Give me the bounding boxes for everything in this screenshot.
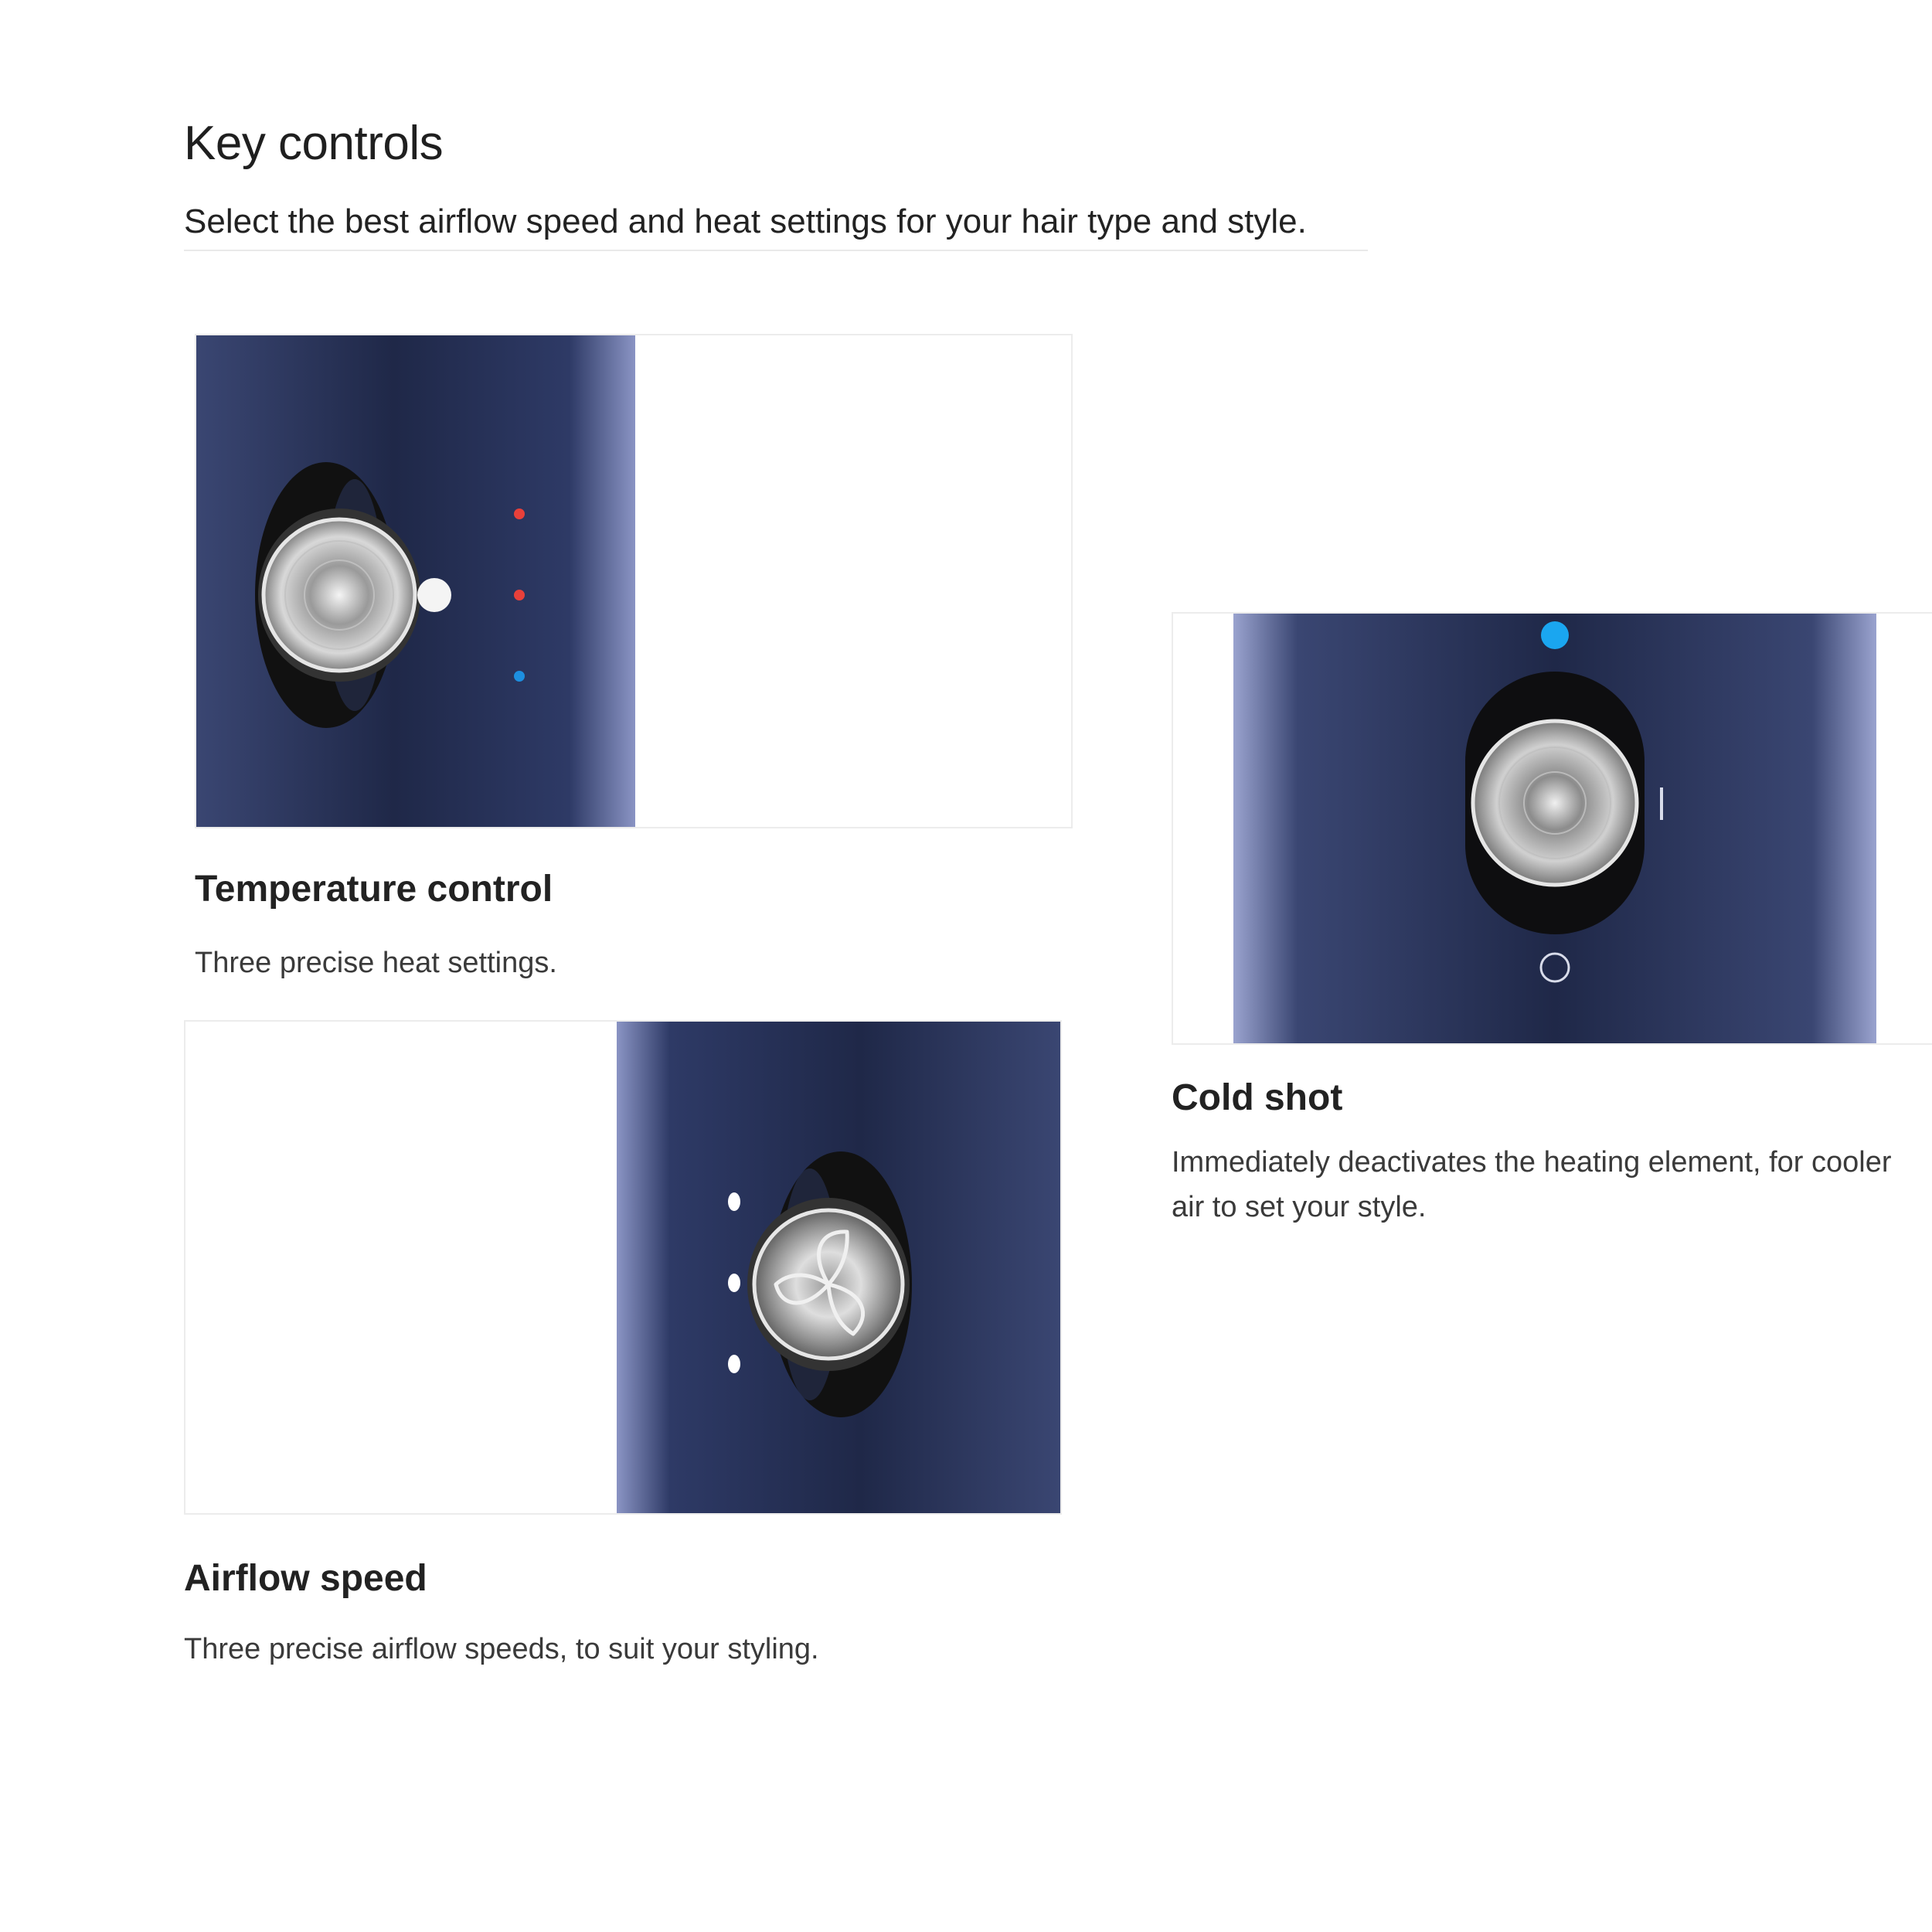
fan-icon [617, 1022, 1060, 1513]
cold-shot-description: Immediately deactivates the heating element, for cooler air to set your style. [1172, 1146, 1892, 1223]
cold-shot-title: Cold shot [1172, 1077, 1343, 1118]
cold-shot-image [1172, 612, 1932, 1045]
airflow-speed-description: Three precise airflow speeds, to suit your styling. [184, 1633, 819, 1665]
airflow-speed-title: Airflow speed [184, 1558, 427, 1599]
temperature-dial-icon [196, 335, 635, 827]
temperature-control-image [195, 334, 1073, 828]
page-title: Key controls [184, 117, 444, 170]
cold-shot-button-icon [1233, 614, 1876, 1043]
subtitle-divider [184, 250, 1368, 251]
airflow-speed-image [184, 1020, 1062, 1515]
page-subtitle: Select the best airflow speed and heat settings for your hair type and style. [184, 202, 1307, 240]
temperature-control-title: Temperature control [195, 869, 553, 910]
temperature-control-description: Three precise heat settings. [195, 947, 557, 979]
